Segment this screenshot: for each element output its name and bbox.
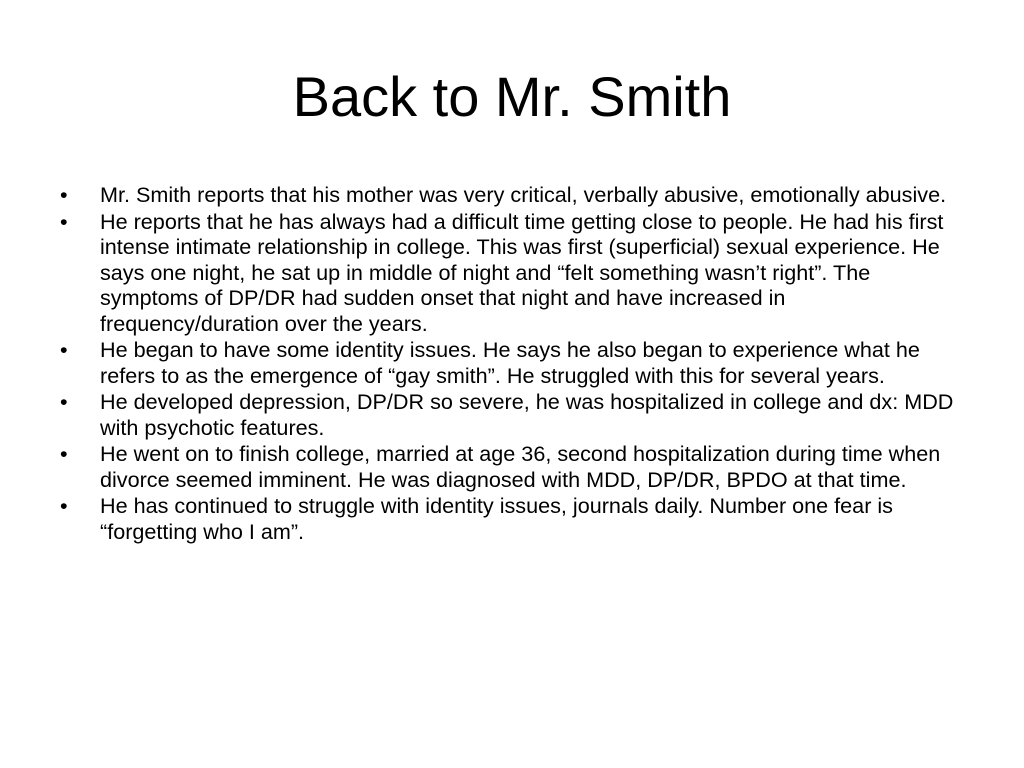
slide-title: Back to Mr. Smith	[292, 65, 732, 128]
bullet-item	[58, 493, 970, 544]
bullet-dot-icon: •	[60, 337, 68, 362]
bullet-dot-icon: •	[60, 493, 68, 518]
bullet-text: He went on to finish college, married at age 36, second hospitalization during time when divorce seemed imminent. He was diagnosed with MDD, DP/DR, BPDO at that time.	[100, 441, 941, 492]
bullet-item	[58, 441, 970, 492]
bullet-dot-icon: •	[60, 389, 68, 414]
bullet-text: He developed depression, DP/DR so severe, he was hospitalized in college and dx: MDD with psychotic features.	[100, 389, 954, 440]
bullet-text: Mr. Smith reports that his mother was very critical, verbally abusive, emotionally abusive.	[100, 182, 947, 207]
bullet-text: He has continued to struggle with identity issues, journals daily. Number one fear is “forgetting who I am”.	[100, 493, 893, 544]
bullet-item	[58, 389, 970, 440]
bullet-item	[58, 209, 970, 337]
bullet-item	[58, 337, 970, 388]
bullet-list	[58, 182, 970, 545]
bullet-text: He reports that he has always had a difficult time getting close to people. He had his first intense intimate relationship in college. This was first (superficial) sexual experience. He says one night, he sat up in middle of night and “felt something wasn’t right”. The symptoms of DP/DR had sudden onset that night and have increased in frequency/duration over the years.	[100, 208, 944, 336]
bullet-dot-icon: •	[60, 182, 68, 207]
bullet-text: He began to have some identity issues. He says he also began to experience what he refers to as the emergence of “gay smith”. He struggled with this for several years.	[100, 337, 920, 388]
bullet-dot-icon: •	[60, 441, 68, 466]
bullet-item	[58, 182, 970, 208]
bullet-dot-icon: •	[60, 208, 68, 234]
